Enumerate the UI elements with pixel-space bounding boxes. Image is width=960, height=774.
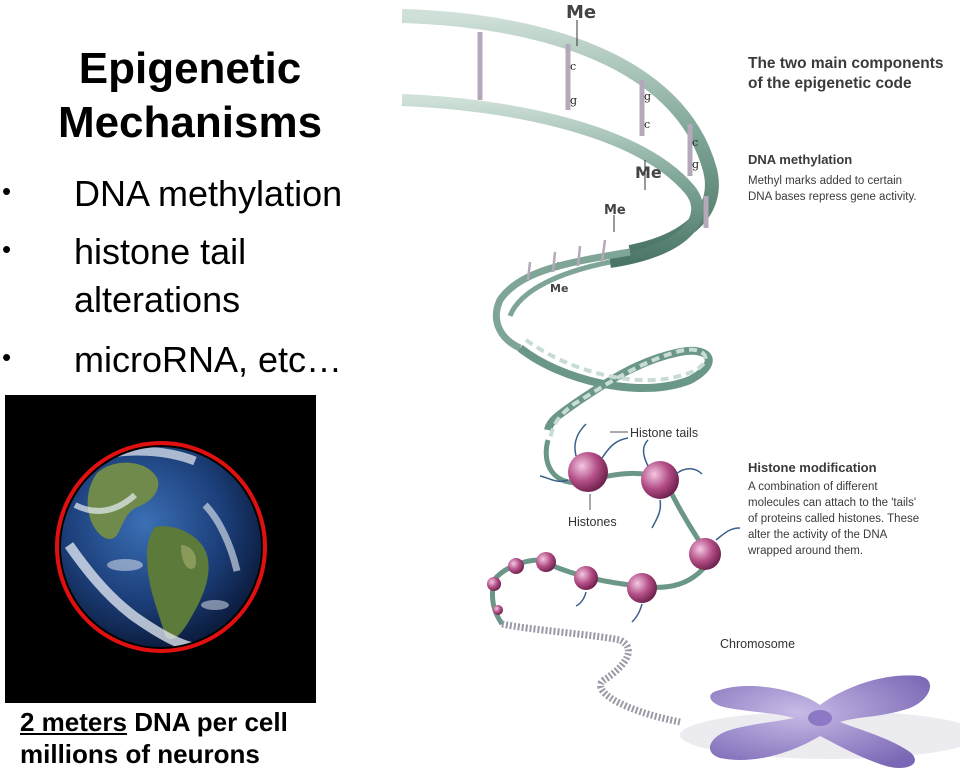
histone-nucleosome: [487, 577, 501, 591]
base-letter: c: [570, 60, 577, 73]
histones-label: Histones: [568, 515, 617, 529]
diagram-heading-line-1: The two main components: [748, 55, 944, 72]
caption-line-1: [20, 706, 288, 738]
methyl-label: Me: [604, 203, 626, 218]
histone-nucleosome: [493, 605, 503, 615]
earth-caption: [20, 706, 288, 770]
earth-graphic: [5, 395, 316, 703]
methylation-title: DNA methylation: [748, 152, 853, 167]
histone-nucleosome: [641, 461, 679, 499]
bullet-dot: •: [2, 234, 12, 264]
methyl-label: Me: [550, 282, 569, 295]
diagram-heading-line-2: of the epigenetic code: [748, 75, 912, 92]
title-line-1: Epigenetic: [78, 44, 302, 93]
methyl-label: Me: [635, 163, 662, 182]
bullet-text: microRNA, etc…: [74, 339, 343, 380]
histone-desc: molecules can attach to the 'tails': [748, 497, 917, 509]
methylation-desc: Methyl marks added to certain: [748, 175, 903, 187]
histone-desc: alter the activity of the DNA: [748, 529, 888, 541]
methyl-label: Me: [566, 2, 597, 23]
chromosome: [680, 675, 960, 768]
histone-desc: wrapped around them.: [748, 545, 864, 557]
dna-ladder: [402, 16, 712, 348]
caption-line-2: millions of neurons: [20, 739, 260, 769]
histone-nucleosome: [627, 573, 657, 603]
base-letter: g: [692, 158, 700, 171]
earth-image: [5, 395, 316, 703]
histone-desc: of proteins called histones. These: [748, 513, 920, 525]
bullet-dot: •: [2, 342, 12, 372]
bullet-text: DNA methylation: [74, 173, 343, 214]
base-letter: g: [644, 90, 652, 103]
slide-title: [0, 42, 380, 150]
caption-underlined: 2 meters: [20, 707, 127, 737]
double-helix: [520, 340, 709, 440]
histone-desc: A combination of different: [748, 481, 878, 493]
chromosome-label: Chromosome: [720, 637, 796, 651]
base-letter: c: [692, 136, 699, 149]
chromatin-fiber: [502, 624, 680, 722]
caption-rest: DNA per cell: [126, 707, 288, 737]
bullet-text: alterations: [74, 279, 241, 320]
bullet-dot: •: [2, 176, 12, 206]
base-letter: g: [570, 94, 578, 107]
histone-tails-label: Histone tails: [630, 426, 699, 440]
title-line-2: Mechanisms: [57, 98, 323, 147]
histone-title: Histone modification: [748, 460, 877, 475]
epigenetic-diagram: [390, 0, 960, 774]
histone-nucleosome: [574, 566, 598, 590]
histone-nucleosome: [508, 558, 524, 574]
histone-nucleosome: [536, 552, 556, 572]
histone-nucleosome: [689, 538, 721, 570]
base-letter: c: [644, 118, 651, 131]
methylation-desc: DNA bases repress gene activity.: [748, 191, 917, 203]
bullet-text: histone tail: [74, 231, 247, 272]
